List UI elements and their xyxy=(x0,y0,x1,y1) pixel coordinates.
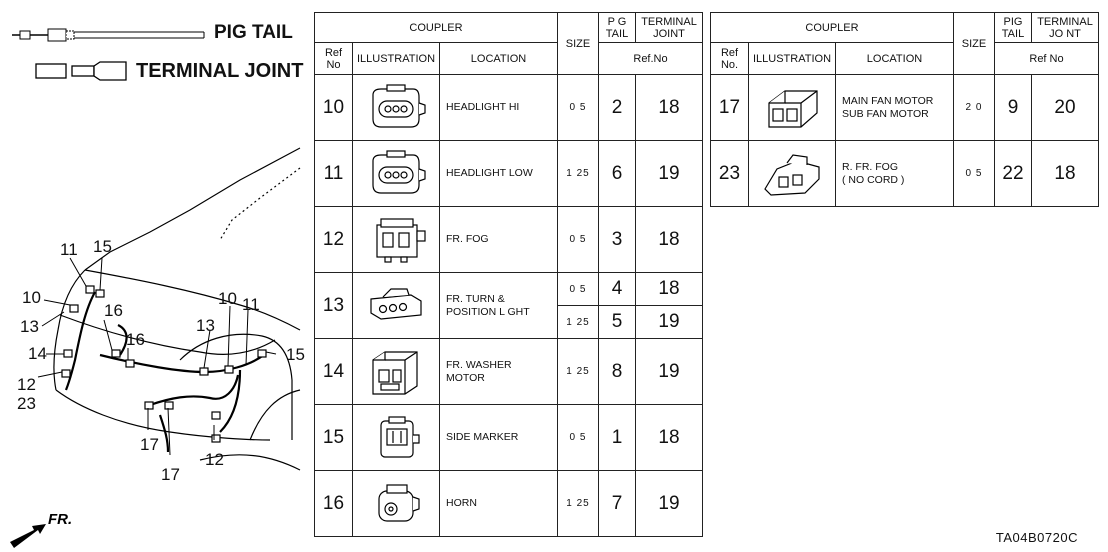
location: FR. FOG xyxy=(440,207,558,273)
ref-number: 15 xyxy=(315,405,353,471)
location: HEADLIGHT LOW xyxy=(440,141,558,207)
wire-size: 1 25 xyxy=(558,141,599,207)
pig-tail-icon xyxy=(8,20,208,48)
ref-number: 16 xyxy=(315,471,353,537)
callout-14: 14 xyxy=(28,344,47,363)
pig-tail-ref: 2 xyxy=(599,75,636,141)
location: MAIN FAN MOTOR SUB FAN MOTOR xyxy=(836,75,954,141)
coupler-2pin-small-icon xyxy=(353,405,440,471)
coupler-3pin-flat-icon xyxy=(353,273,440,339)
pig-tail-ref: 3 xyxy=(599,207,636,273)
wire-size: 0 5 xyxy=(558,207,599,273)
coupler-3pin-round-icon xyxy=(353,75,440,141)
wire-size: 0 5 xyxy=(558,75,599,141)
callout-23: 23 xyxy=(17,394,36,413)
callout-10-b: 10 xyxy=(218,289,237,308)
callout-11: 11 xyxy=(60,240,78,259)
wire-size: 0 5 xyxy=(954,141,995,207)
svg-text:FR.: FR. xyxy=(48,511,73,528)
wire-size: 2 0 xyxy=(954,75,995,141)
coupler-header: COUPLER xyxy=(315,13,558,43)
coupler-2pin-angled-icon xyxy=(749,75,836,141)
windshield-edge xyxy=(85,148,300,270)
wire-size: 0 5 xyxy=(558,273,599,306)
connector-markers xyxy=(62,286,266,442)
wire-size: 1 25 xyxy=(558,471,599,537)
location-header: LOCATION xyxy=(440,43,558,75)
pig-tail-ref: 8 xyxy=(599,339,636,405)
coupler-1pin-round-icon xyxy=(353,471,440,537)
table-row xyxy=(315,207,703,273)
coupler-table-1 xyxy=(314,12,703,537)
terminal-joint-ref: 18 xyxy=(636,75,703,141)
table-row xyxy=(315,273,703,306)
pig-tail-ref: 7 xyxy=(599,471,636,537)
callout-10: 10 xyxy=(22,288,41,307)
location: R. FR. FOG ( NO CORD ) xyxy=(836,141,954,207)
size-header: SIZE xyxy=(954,13,995,75)
ref-no-header: Ref No. xyxy=(711,43,749,75)
terminal-joint-ref: 19 xyxy=(636,306,703,339)
terminal-joint-ref: 20 xyxy=(1032,75,1099,141)
ref-number: 10 xyxy=(315,75,353,141)
terminal-joint-ref: 18 xyxy=(636,273,703,306)
callout-16: 16 xyxy=(104,301,123,320)
pig-tail-ref: 1 xyxy=(599,405,636,471)
coupler-2pin-square-icon xyxy=(353,207,440,273)
table-row xyxy=(315,141,703,207)
terminal-joint-ref: 18 xyxy=(1032,141,1099,207)
coupler-2pin-box-icon xyxy=(353,339,440,405)
callout-15-b: 15 xyxy=(286,345,305,364)
callout-11-b: 11 xyxy=(242,295,260,314)
table-row xyxy=(315,471,703,537)
ref-no-sub-header: Ref.No xyxy=(599,43,703,75)
pig-tail-ref: 4 xyxy=(599,273,636,306)
callout-13-b: 13 xyxy=(196,316,215,335)
pig-tail-legend xyxy=(8,20,308,48)
coupler-header: COUPLER xyxy=(711,13,954,43)
pig-tail-ref: 9 xyxy=(995,75,1032,141)
ref-number: 13 xyxy=(315,273,353,339)
ref-number: 11 xyxy=(315,141,353,207)
terminal-joint-ref: 18 xyxy=(636,207,703,273)
terminal-joint-header: TERMINAL JOINT xyxy=(636,13,703,43)
diagram-code: TA04B0720C xyxy=(995,530,1078,545)
callout-12-b: 12 xyxy=(205,450,224,469)
coupler-2pin-wedge-icon xyxy=(749,141,836,207)
callout-17-b: 17 xyxy=(161,465,180,484)
callout-13: 13 xyxy=(20,317,39,336)
pig-tail-label: PIG TAIL xyxy=(214,22,293,43)
pig-tail-header: P G TAIL xyxy=(599,13,636,43)
terminal-joint-legend xyxy=(8,58,308,86)
ref-number: 14 xyxy=(315,339,353,405)
location-header: LOCATION xyxy=(836,43,954,75)
table-row xyxy=(315,405,703,471)
location: FR. TURN & POSITION L GHT xyxy=(440,273,558,339)
pig-tail-header: PIG TAIL xyxy=(995,13,1032,43)
terminal-joint-label: TERMINAL JOINT xyxy=(136,60,304,82)
table-row xyxy=(711,141,1099,207)
ref-number: 17 xyxy=(711,75,749,141)
callout-17: 17 xyxy=(140,435,159,454)
callout-16-b: 16 xyxy=(126,330,145,349)
size-header: SIZE xyxy=(558,13,599,75)
table-row xyxy=(315,75,703,141)
ref-number: 23 xyxy=(711,141,749,207)
terminal-joint-ref: 19 xyxy=(636,471,703,537)
arrow-icon xyxy=(10,524,46,548)
table-row xyxy=(315,339,703,405)
pig-tail-ref: 22 xyxy=(995,141,1032,207)
wire-size: 1 25 xyxy=(558,339,599,405)
ref-no-header: Ref No xyxy=(315,43,353,75)
terminal-joint-ref: 18 xyxy=(636,405,703,471)
pig-tail-ref: 5 xyxy=(599,306,636,339)
ref-number: 12 xyxy=(315,207,353,273)
wire-harness xyxy=(66,289,265,452)
front-direction-arrow xyxy=(10,511,72,548)
ref-no-sub-header: Ref No xyxy=(995,43,1099,75)
terminal-joint-ref: 19 xyxy=(636,339,703,405)
terminal-joint-header: TERMINAL JO NT xyxy=(1032,13,1099,43)
coupler-table-2 xyxy=(710,12,1099,207)
illustration-header: ILLUSTRATION xyxy=(749,43,836,75)
coupler-3pin-round-icon xyxy=(353,141,440,207)
location: HEADLIGHT HI xyxy=(440,75,558,141)
terminal-joint-icon xyxy=(8,58,133,84)
location: HORN xyxy=(440,471,558,537)
illustration-header: ILLUSTRATION xyxy=(353,43,440,75)
terminal-joint-ref: 19 xyxy=(636,141,703,207)
wire-size: 0 5 xyxy=(558,405,599,471)
wire-size: 1 25 xyxy=(558,306,599,339)
location: FR. WASHER MOTOR xyxy=(440,339,558,405)
callout-15: 15 xyxy=(93,237,112,256)
callout-12: 12 xyxy=(17,375,36,394)
table-row xyxy=(711,75,1099,141)
pig-tail-ref: 6 xyxy=(599,141,636,207)
location: SIDE MARKER xyxy=(440,405,558,471)
